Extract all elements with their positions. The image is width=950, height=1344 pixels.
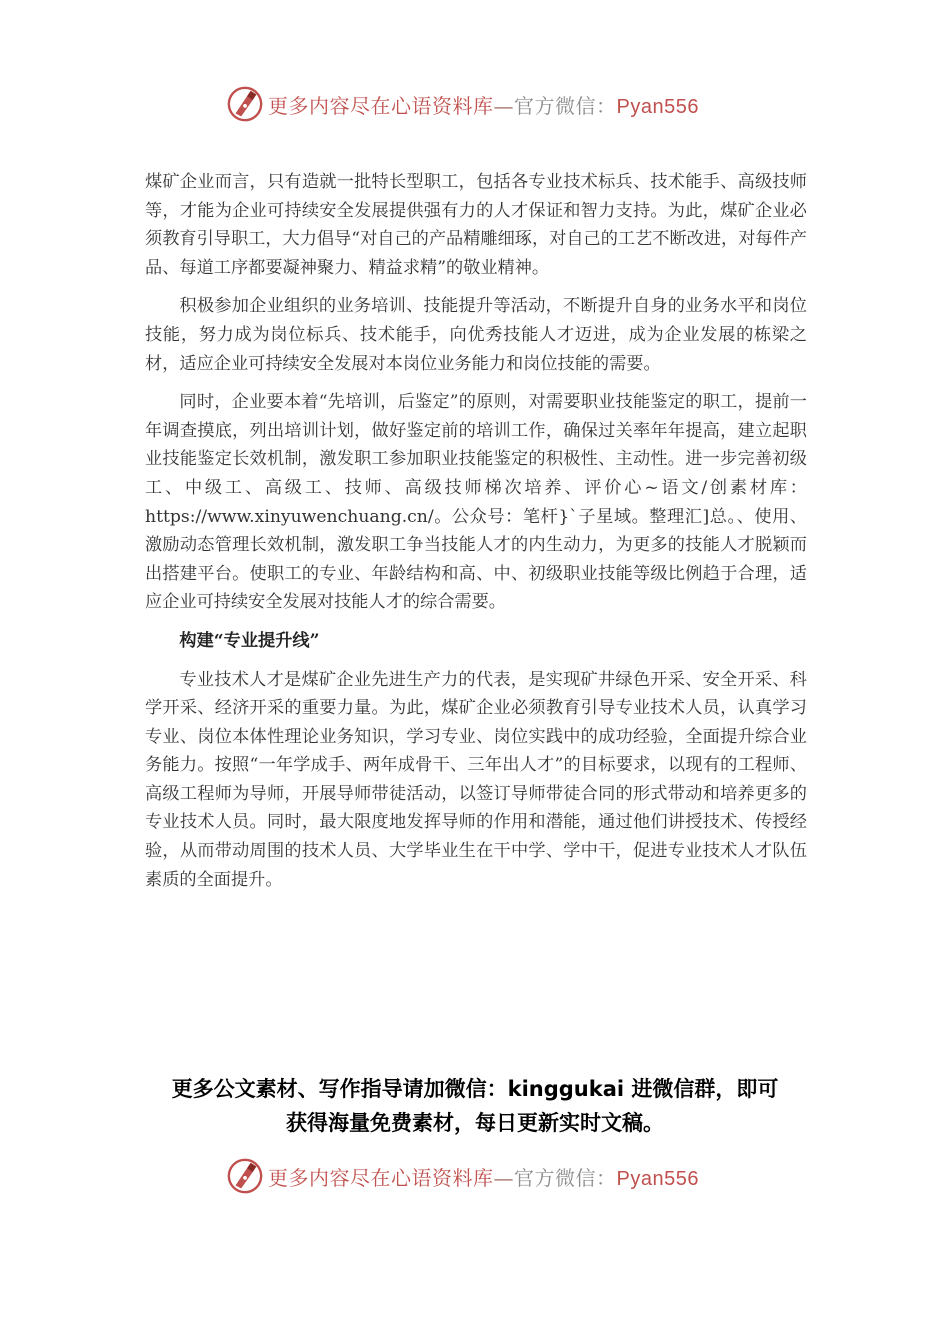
pen-nib-logo-icon — [226, 85, 264, 123]
pen-nib-logo-icon — [226, 1157, 264, 1195]
section-heading: 构建“专业提升线” — [179, 630, 320, 651]
header-banner — [226, 84, 699, 124]
footer-banner — [226, 1156, 699, 1196]
header-separator: — — [493, 93, 514, 118]
promo-notice-line-1: 更多公文素材、写作指导请加微信：kinggukai 进微信群，即可 — [171, 1077, 779, 1101]
promo-notice — [120, 1072, 830, 1140]
header-brand: 更多内容尽在心语资料库 — [268, 93, 494, 118]
paragraph-2: 积极参加企业组织的业务培训、技能提升等活动，不断提升自身的业务水平和岗位技能，努力成为岗位标兵、技术能手，向优秀技能人才迈进，成为企业发展的栋梁之材，适应企业可持续安全发展对本岗位业务能力和岗位技能的需要。 — [145, 296, 807, 374]
promo-notice-line-2: 获得海量免费素材，每日更新实时文稿。 — [286, 1111, 664, 1135]
paragraph-1: 煤矿企业而言，只有造就一批特长型职工，包括各专业技术标兵、技术能手、高级技师等，才能为企业可持续安全发展提供强有力的人才保证和智力支持。为此，煤矿企业必须教育引导职工，大力倡导“对自己的产品精雕细琢，对自己的工艺不断改进，对每件产品、每道工序都要凝神聚力、精益求精”的敬业精神。 — [145, 172, 807, 278]
header-official-label: 官方微信： — [514, 93, 617, 118]
footer-wechat-id: Pyan556 — [616, 1167, 699, 1190]
paragraph-4: 专业技术人才是煤矿企业先进生产力的代表，是实现矿井绿色开采、安全开采、科学开采、经济开采的重要力量。为此，煤矿企业必须教育引导专业技术人员，认真学习专业、岗位本体性理论业务知识，学习专业、岗位实践中的成功经验，全面提升综合业务能力。按照“一年学成手、两年成骨干、三年出人才”的目标要求，以现有的工程师、高级工程师为导师，开展导师带徒活动，以签订导师带徒合同的形式带动和培养更多的专业技术人员。同时，最大限度地发挥导师的作用和潜能，通过他们讲授技术、传授经验，从而带动周围的技术人员、大学毕业生在干中学、学中干，促进专业技术人才队伍素质的全面提升。 — [145, 669, 807, 890]
article-body — [145, 168, 807, 904]
paragraph-3: 同时，企业要本着“先培训，后鉴定”的原则，对需要职业技能鉴定的职工，提前一年调查摸底，列出培训计划，做好鉴定前的培训工作，确保过关率年年提高，建立起职业技能鉴定长效机制，激发职工参加职业技能鉴定的积极性、主动性。进一步完善初级工、中级工、高级工、技师、高级技师梯次培养、评价心~语文/创素材库：https://www.xinyuwenchuang.cn/。公众号：笔杆}`子星域。整理汇]总。、使用、激励动态管理长效机制，激发职工争当技能人才的内生动力，为更多的技能人才脱颖而出搭建平台。使职工的专业、年龄结构和高、中、初级职业技能等级比例趋于合理，适应企业可持续安全发展对技能人才的综合需要。 — [145, 392, 807, 613]
header-banner-text — [268, 90, 699, 119]
footer-official-label: 官方微信： — [514, 1165, 617, 1190]
footer-separator: — — [493, 1165, 514, 1190]
footer-banner-text — [268, 1162, 699, 1191]
header-wechat-id: Pyan556 — [616, 95, 699, 118]
footer-brand: 更多内容尽在心语资料库 — [268, 1165, 494, 1190]
